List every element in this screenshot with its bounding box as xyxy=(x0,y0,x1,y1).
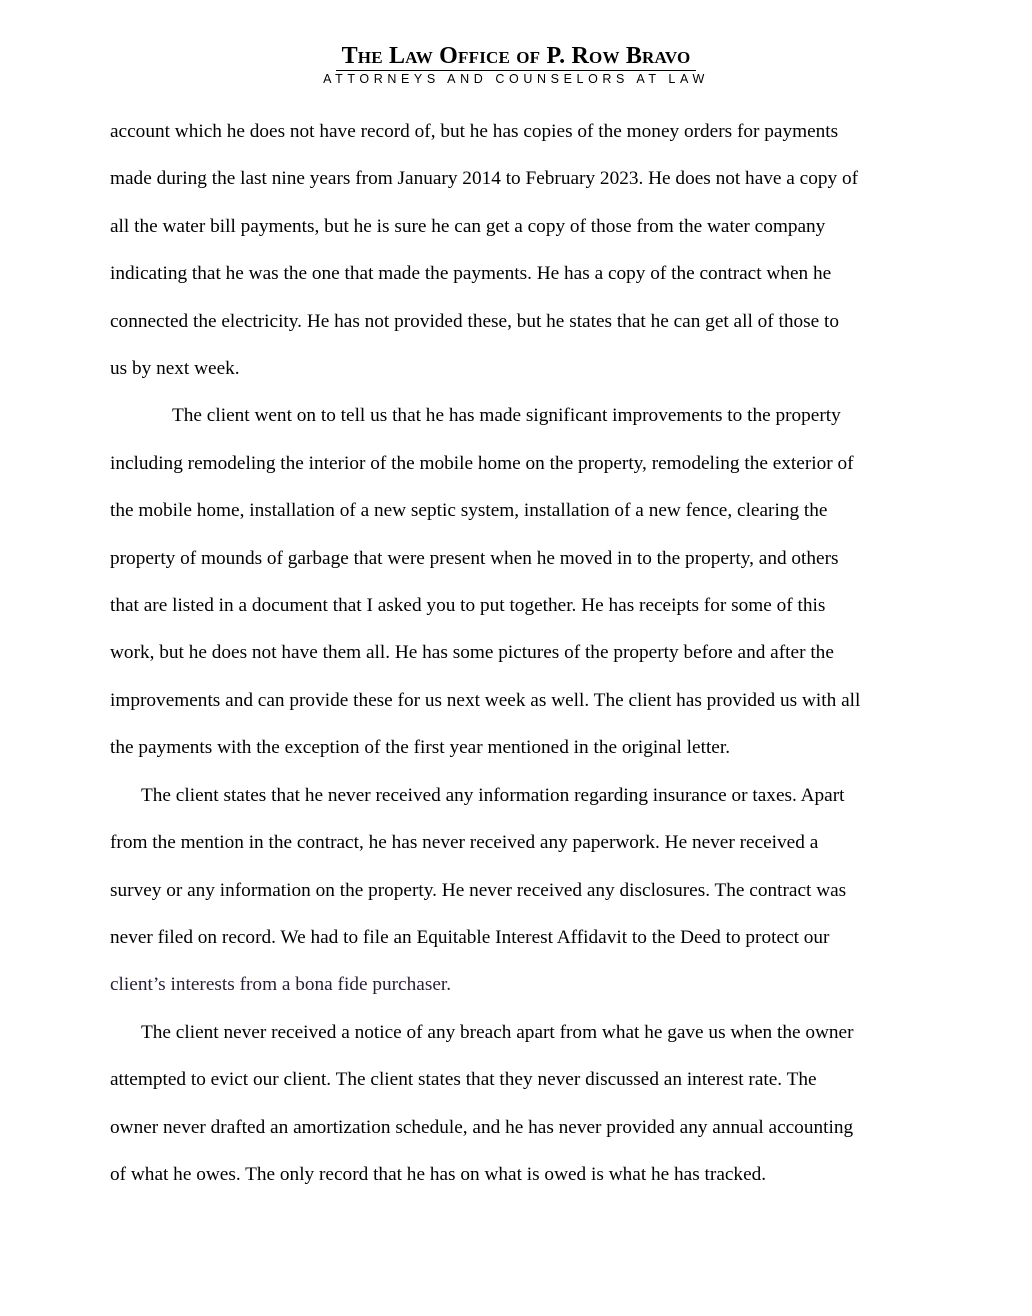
text-line: The client went on to tell us that he has made significant improvements to the property xyxy=(172,405,841,427)
letter-body xyxy=(110,108,924,1198)
paragraph-utility-payments xyxy=(110,108,924,392)
text-line: connected the electricity. He has not provided these, but he states that he can get all of those to xyxy=(110,310,840,332)
text-line: attempted to evict our client. The client states that they never discussed an interest rate. The xyxy=(110,1069,817,1091)
text-line: survey or any information on the property. He never received any disclosures. The contract was xyxy=(110,879,847,901)
text-line: of what he owes. The only record that he has on what is owed is what he has tracked. xyxy=(110,1163,767,1185)
firm-name: The Law Office of P. Row Bravo xyxy=(336,42,697,71)
text-line: the payments with the exception of the first year mentioned in the original letter. xyxy=(110,737,731,759)
text-line: client’s interests from a bona fide purchaser. xyxy=(110,974,452,996)
letterhead xyxy=(0,42,1032,86)
text-line: indicating that he was the one that made the payments. He has a copy of the contract when he xyxy=(110,263,832,285)
paragraph-improvements xyxy=(110,392,924,771)
text-line: property of mounds of garbage that were present when he moved in to the property, and others xyxy=(110,547,839,569)
paragraph-breach-notice xyxy=(110,1009,924,1199)
text-line: including remodeling the interior of the mobile home on the property, remodeling the exterior of xyxy=(110,452,854,474)
text-line: from the mention in the contract, he has never received any paperwork. He never received a xyxy=(110,832,819,854)
text-line: all the water bill payments, but he is sure he can get a copy of those from the water company xyxy=(110,215,826,237)
text-line: owner never drafted an amortization schedule, and he has never provided any annual accounting xyxy=(110,1116,854,1138)
text-line: that are listed in a document that I asked you to put together. He has receipts for some of this xyxy=(110,595,826,617)
text-line: improvements and can provide these for us next week as well. The client has provided us with all xyxy=(110,689,861,711)
text-line: us by next week. xyxy=(110,358,240,380)
text-line: The client states that he never received any information regarding insurance or taxes. Apart xyxy=(141,784,845,806)
text-line: account which he does not have record of, but he has copies of the money orders for payments xyxy=(110,121,839,142)
paragraph-insurance-taxes xyxy=(110,772,924,1009)
text-line: work, but he does not have them all. He has some pictures of the property before and after the xyxy=(110,642,834,664)
text-line: never filed on record. We had to file an Equitable Interest Affidavit to the Deed to protect our xyxy=(110,926,830,948)
text-line: the mobile home, installation of a new septic system, installation of a new fence, clearing the xyxy=(110,500,828,522)
firm-tagline: ATTORNEYS AND COUNSELORS AT LAW xyxy=(323,72,709,86)
text-line: made during the last nine years from January 2014 to February 2023. He does not have a copy of xyxy=(110,168,859,190)
text-line: The client never received a notice of any breach apart from what he gave us when the owner xyxy=(141,1021,854,1043)
